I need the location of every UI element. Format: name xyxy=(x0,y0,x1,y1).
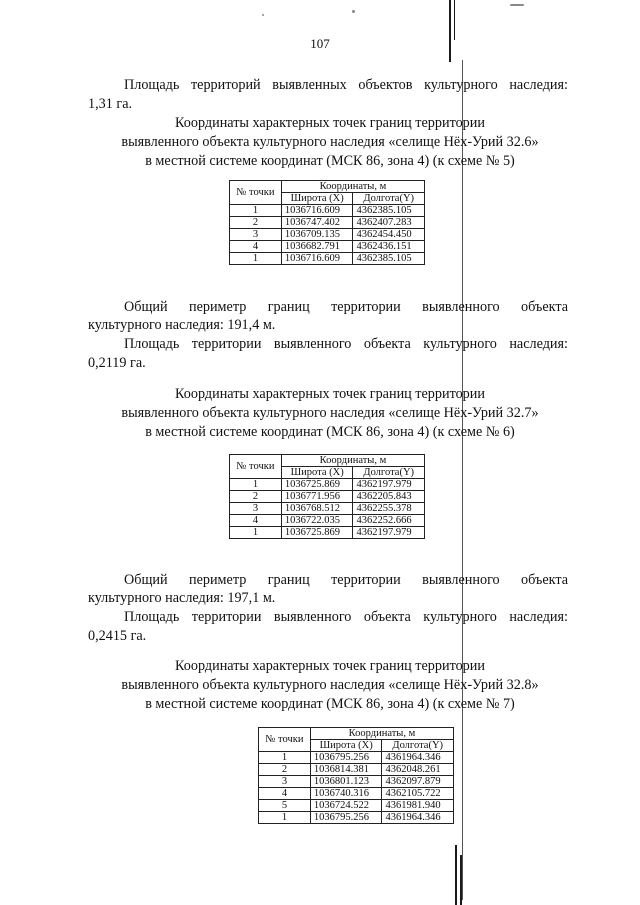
lat-cell: 1036747.402 xyxy=(281,217,353,229)
table-row xyxy=(230,479,425,491)
table-row xyxy=(259,800,454,812)
point-cell: 3 xyxy=(230,503,282,515)
area-line: Площадь территории выявленного объекта культурного наследия: xyxy=(124,609,568,625)
lon-cell: 4362454.450 xyxy=(353,229,425,241)
point-cell: 5 xyxy=(259,800,311,812)
point-cell: 1 xyxy=(230,205,282,217)
lat-cell: 1036725.869 xyxy=(281,527,353,539)
heading-line: Координаты характерных точек границ территории xyxy=(175,115,485,131)
scan-artifact-line xyxy=(455,845,457,905)
lat-cell: 1036801.123 xyxy=(310,776,382,788)
point-cell: 3 xyxy=(259,776,311,788)
total-area-line: Площадь территорий выявленных объектов культурного наследия: xyxy=(124,77,568,93)
lon-cell: 4362205.843 xyxy=(353,491,425,503)
point-cell: 1 xyxy=(259,812,311,824)
lat-cell: 1036814.381 xyxy=(310,764,382,776)
col-lat-header: Широта (X) xyxy=(281,193,353,205)
area-value: 0,2415 га. xyxy=(88,628,147,644)
lon-cell: 4362436.151 xyxy=(353,241,425,253)
table-row xyxy=(230,205,425,217)
table-row xyxy=(230,515,425,527)
point-cell: 2 xyxy=(230,217,282,229)
table-row xyxy=(230,241,425,253)
point-cell: 2 xyxy=(230,491,282,503)
point-cell: 1 xyxy=(230,253,282,265)
col-point-header: № точки xyxy=(230,181,282,205)
heading-line: выявленного объекта культурного наследия «селище Нёх-Урий 32.7» xyxy=(121,405,539,421)
scan-speck xyxy=(510,4,524,6)
heading-line: выявленного объекта культурного наследия «селище Нёх-Урий 32.6» xyxy=(121,134,539,150)
table-row xyxy=(230,503,425,515)
coordinates-table xyxy=(229,454,425,539)
table-row xyxy=(230,491,425,503)
lon-cell: 4362252.666 xyxy=(353,515,425,527)
scan-speck xyxy=(352,10,355,13)
lat-cell: 1036795.256 xyxy=(310,752,382,764)
heading-line: в местной системе координат (МСК 86, зона 4) (к схеме № 5) xyxy=(145,153,515,169)
table-row xyxy=(259,752,454,764)
table-row xyxy=(259,776,454,788)
coordinates-table xyxy=(229,180,425,265)
lat-cell: 1036768.512 xyxy=(281,503,353,515)
scan-artifact-line xyxy=(454,0,455,40)
section-heading xyxy=(60,657,600,714)
lon-cell: 4362197.979 xyxy=(353,479,425,491)
point-cell: 4 xyxy=(230,241,282,253)
lat-cell: 1036716.609 xyxy=(281,253,353,265)
point-cell: 1 xyxy=(230,479,282,491)
lat-cell: 1036724.522 xyxy=(310,800,382,812)
heading-line: Координаты характерных точек границ территории xyxy=(175,658,485,674)
total-area-value: 1,31 га. xyxy=(88,96,133,112)
lon-cell: 4361981.940 xyxy=(382,800,454,812)
scan-speck xyxy=(262,14,264,16)
point-cell: 1 xyxy=(230,527,282,539)
scan-artifact-line xyxy=(460,855,462,905)
col-lat-header: Широта (X) xyxy=(310,740,382,752)
col-coords-header: Координаты, м xyxy=(310,728,453,740)
scan-artifact-line xyxy=(462,60,463,900)
lat-cell: 1036716.609 xyxy=(281,205,353,217)
section-heading xyxy=(60,114,600,171)
section-heading xyxy=(60,385,600,442)
lon-cell: 4362407.283 xyxy=(353,217,425,229)
table-row xyxy=(230,253,425,265)
lon-cell: 4361964.346 xyxy=(382,752,454,764)
perimeter-value: культурного наследия: 191,4 м. xyxy=(88,317,276,333)
lat-cell: 1036709.135 xyxy=(281,229,353,241)
col-lat-header: Широта (X) xyxy=(281,467,353,479)
lon-cell: 4362255.378 xyxy=(353,503,425,515)
perimeter-line: Общий периметр границ территории выявленного объекта xyxy=(124,299,568,315)
area-value: 0,2119 га. xyxy=(88,355,146,371)
perimeter-line: Общий периметр границ территории выявленного объекта xyxy=(124,572,568,588)
col-point-header: № точки xyxy=(259,728,311,752)
point-cell: 1 xyxy=(259,752,311,764)
lat-cell: 1036771.956 xyxy=(281,491,353,503)
table-row xyxy=(259,788,454,800)
page-number: 107 xyxy=(310,36,330,51)
point-cell: 4 xyxy=(259,788,311,800)
point-cell: 2 xyxy=(259,764,311,776)
table-row xyxy=(230,229,425,241)
point-cell: 4 xyxy=(230,515,282,527)
lon-cell: 4362105.722 xyxy=(382,788,454,800)
lat-cell: 1036795.256 xyxy=(310,812,382,824)
lon-cell: 4362385.105 xyxy=(353,205,425,217)
table-row xyxy=(259,812,454,824)
heading-line: в местной системе координат (МСК 86, зона 4) (к схеме № 6) xyxy=(145,424,515,440)
col-point-header: № точки xyxy=(230,455,282,479)
table-row xyxy=(259,764,454,776)
lon-cell: 4362048.261 xyxy=(382,764,454,776)
lon-cell: 4362097.879 xyxy=(382,776,454,788)
coordinates-table xyxy=(258,727,454,824)
table-row xyxy=(230,527,425,539)
col-lon-header: Долгота(Y) xyxy=(353,467,425,479)
col-lon-header: Долгота(Y) xyxy=(382,740,454,752)
heading-line: выявленного объекта культурного наследия «селище Нёх-Урий 32.8» xyxy=(121,677,539,693)
point-cell: 3 xyxy=(230,229,282,241)
perimeter-value: культурного наследия: 197,1 м. xyxy=(88,590,276,606)
lon-cell: 4362197.979 xyxy=(353,527,425,539)
lon-cell: 4361964.346 xyxy=(382,812,454,824)
col-coords-header: Координаты, м xyxy=(281,181,424,193)
col-lon-header: Долгота(Y) xyxy=(353,193,425,205)
area-line: Площадь территории выявленного объекта культурного наследия: xyxy=(124,336,568,352)
lat-cell: 1036722.035 xyxy=(281,515,353,527)
lat-cell: 1036682.791 xyxy=(281,241,353,253)
table-row xyxy=(230,217,425,229)
lat-cell: 1036725.869 xyxy=(281,479,353,491)
heading-line: Координаты характерных точек границ территории xyxy=(175,386,485,402)
heading-line: в местной системе координат (МСК 86, зона 4) (к схеме № 7) xyxy=(145,696,515,712)
col-coords-header: Координаты, м xyxy=(281,455,424,467)
lat-cell: 1036740.316 xyxy=(310,788,382,800)
lon-cell: 4362385.105 xyxy=(353,253,425,265)
scan-artifact-line xyxy=(449,0,451,62)
